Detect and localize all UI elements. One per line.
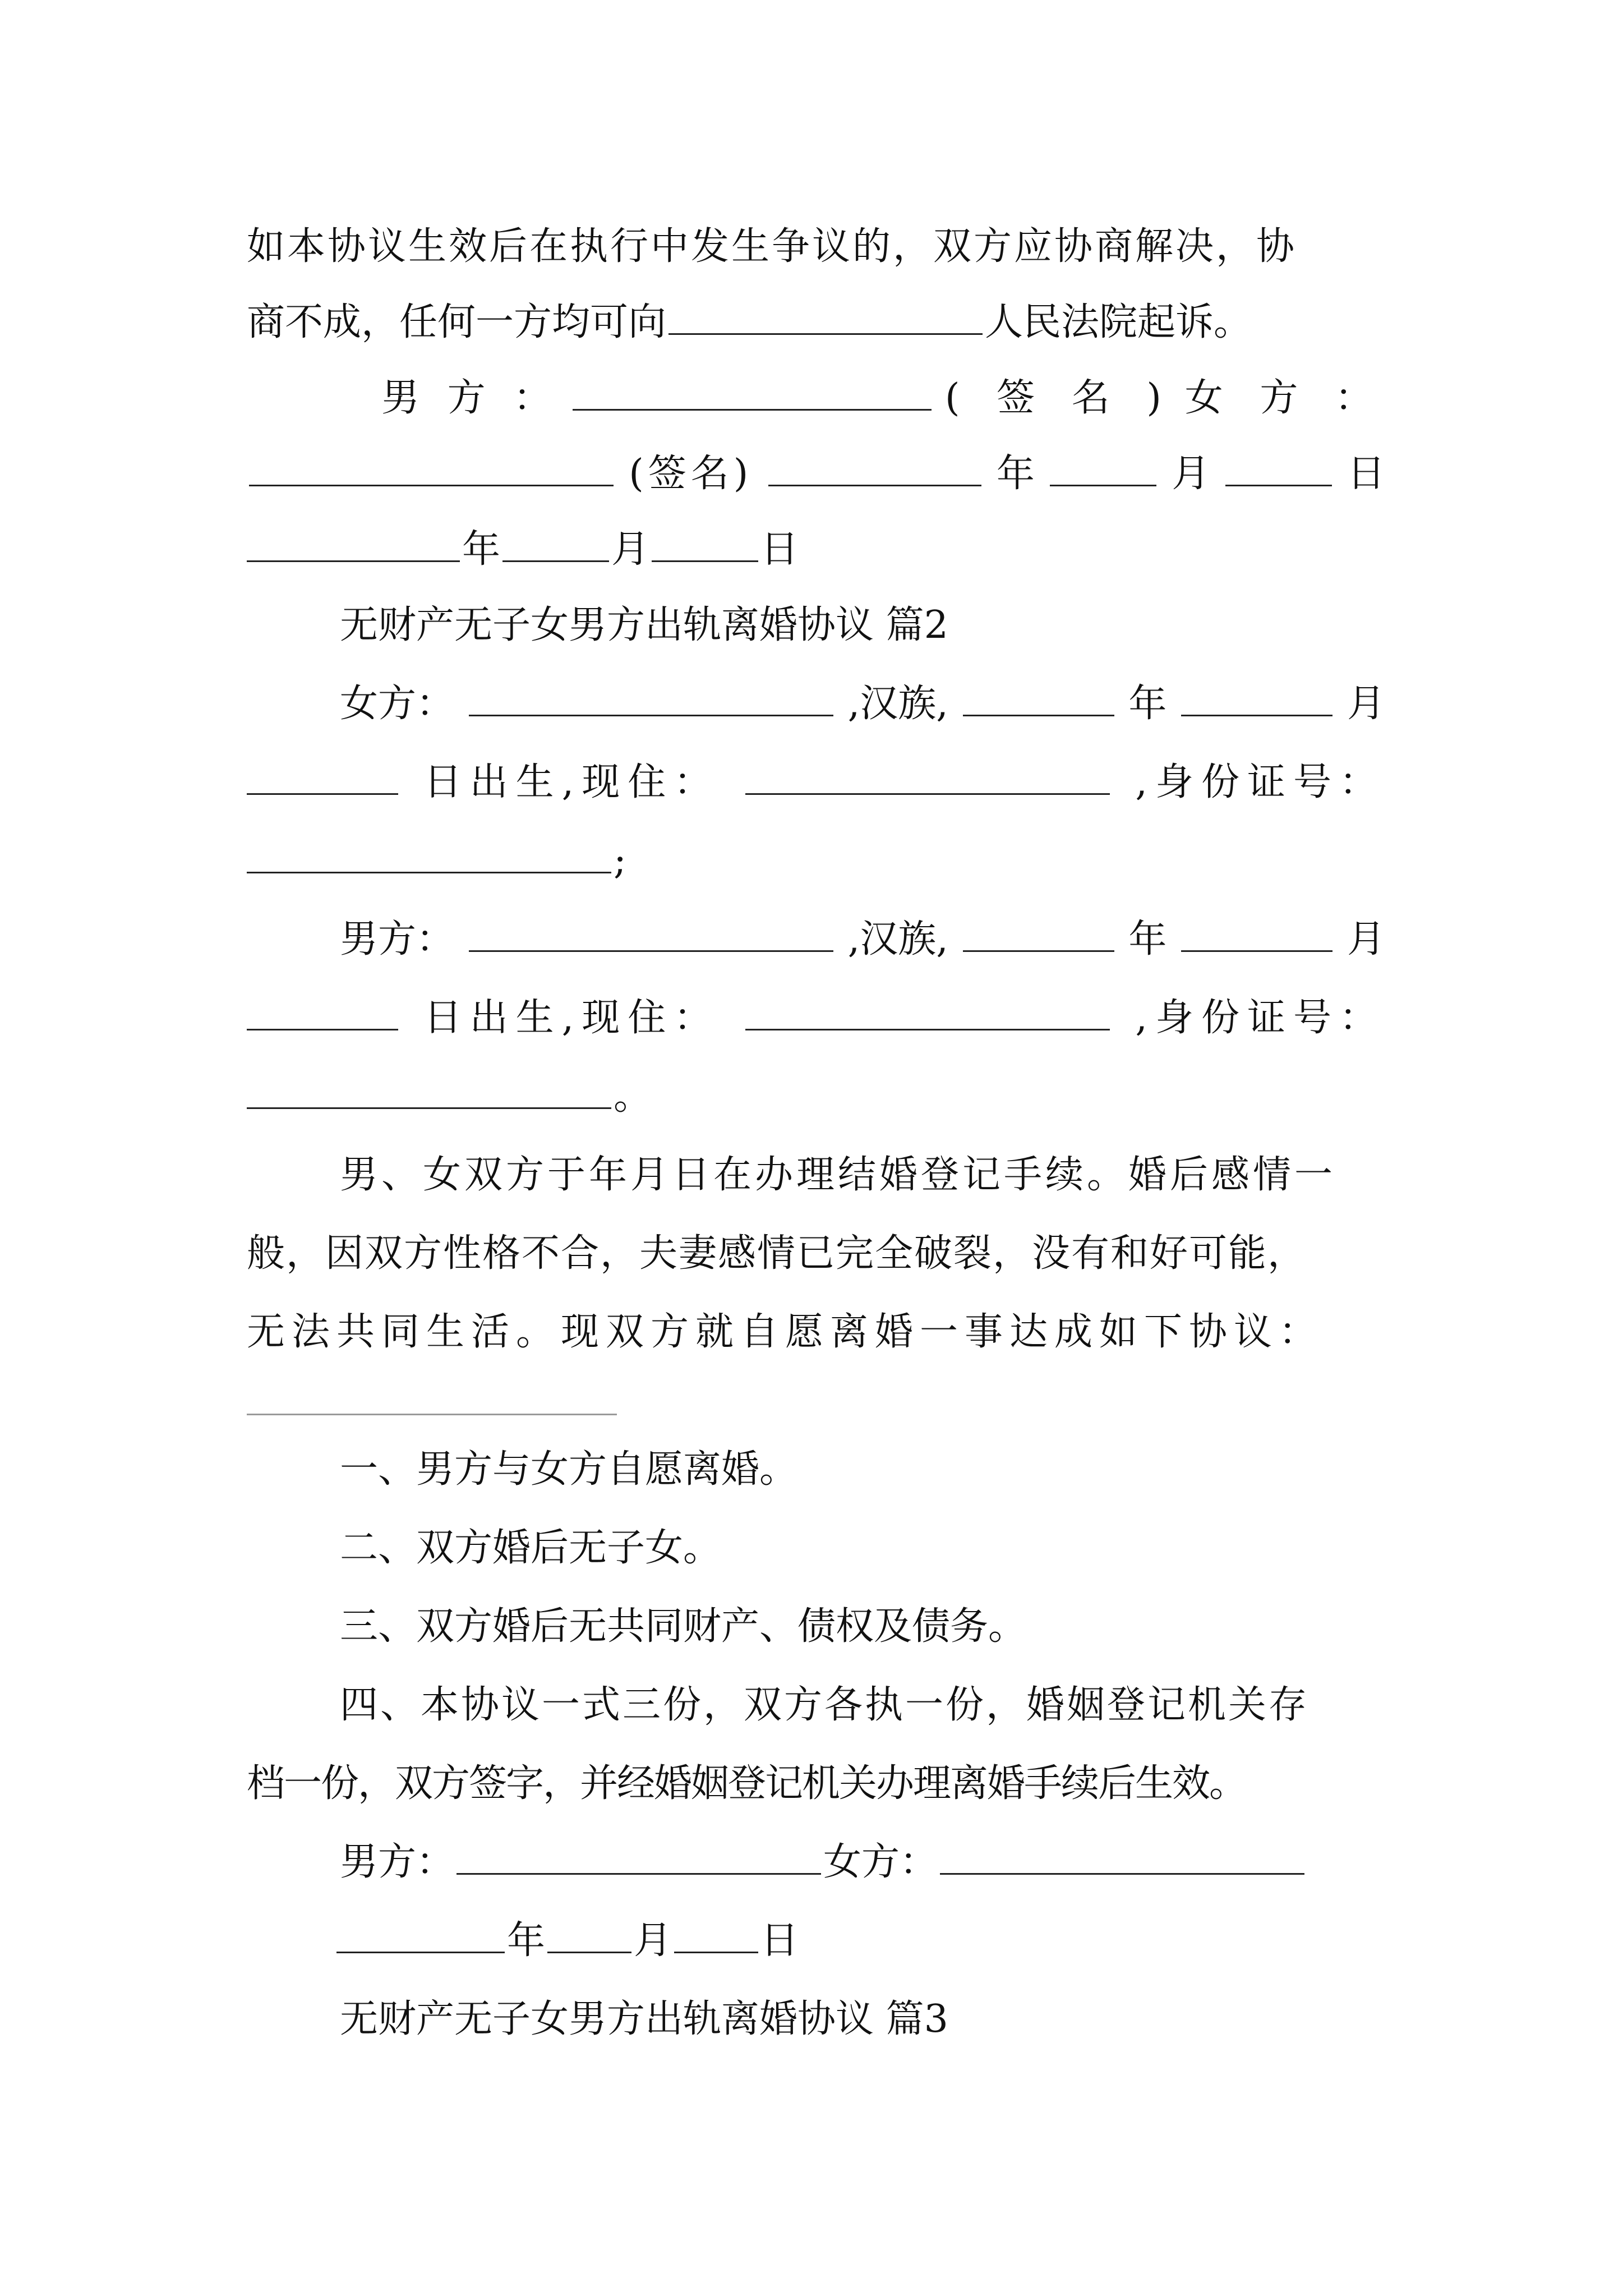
court-text-b: 人民法院起诉。 — [985, 300, 1252, 344]
year-label: 年 — [996, 452, 1035, 496]
month-label: 月 — [1172, 452, 1210, 496]
day-blank — [652, 560, 758, 562]
id-label: ,身份证号： — [1135, 760, 1385, 804]
name-blank — [469, 714, 833, 716]
month-blank — [547, 1951, 631, 1953]
heading-text: 无财产无子女男方出轨离婚协议 篇3 — [340, 1997, 948, 2041]
woman-sign-blank — [249, 484, 614, 486]
clause-item — [340, 1436, 1385, 1503]
born-label: 日出生,现住： — [423, 760, 720, 804]
day-label: 日 — [760, 527, 799, 572]
ethnic-label: ,汉族, — [847, 682, 948, 726]
date-line — [336, 1907, 1385, 1975]
paragraph-line — [247, 289, 1385, 356]
day-label: 日 — [760, 1918, 799, 1963]
man-label: 男 方 ： — [381, 376, 560, 420]
signature-line — [381, 365, 1385, 432]
year-blank — [247, 560, 460, 562]
id-blank — [247, 871, 611, 873]
month-label: 月 — [634, 1918, 672, 1963]
date-line — [247, 516, 1385, 583]
month-label: 月 — [1347, 682, 1385, 726]
clause-3: 三、双方婚后无共同财产、债权及债务。 — [340, 1604, 1027, 1649]
man-info-line-2 — [247, 984, 1385, 1052]
woman-label: 女 方 ： — [1184, 376, 1385, 420]
address-blank — [745, 793, 1110, 795]
year-blank — [963, 714, 1114, 716]
court-blank — [668, 333, 983, 335]
paragraph-line — [247, 1220, 1385, 1287]
year-label: 年 — [1128, 682, 1167, 726]
year-blank — [963, 950, 1114, 952]
day-blank — [247, 1028, 398, 1030]
month-blank — [502, 560, 609, 562]
day-blank — [247, 793, 398, 795]
clause-2: 二、双方婚后无子女。 — [340, 1526, 722, 1570]
man-label: 男方： — [340, 1840, 455, 1884]
clause-item — [247, 1750, 1385, 1818]
sign-label: ( 签 名 ) — [944, 376, 1174, 420]
year-label: 年 — [1128, 917, 1167, 961]
clause-item — [340, 1515, 1385, 1582]
section-heading — [340, 1986, 1385, 2053]
clause-4a: 四、本协议一式三份，双方各执一份，婚姻登记机关存 — [340, 1683, 1310, 1727]
marriage-text-2: 般，因双方性格不合，夫妻感情已完全破裂，没有和好可能， — [247, 1231, 1307, 1276]
day-blank — [1225, 484, 1332, 486]
day-label: 日 — [1347, 452, 1385, 496]
court-text-a: 商不成，任何一方均可向 — [247, 300, 667, 344]
paragraph-line — [340, 1142, 1385, 1209]
paragraph-line — [247, 213, 1385, 280]
name-blank — [469, 950, 833, 952]
woman-id-line — [247, 827, 1385, 895]
address-blank — [745, 1028, 1110, 1030]
id-label: ,身份证号： — [1135, 996, 1385, 1040]
dispute-text: 如本协议生效后在执行中发生争议的，双方应协商解决，协 — [247, 224, 1297, 269]
year-blank — [336, 1951, 505, 1953]
period: 。 — [614, 1074, 652, 1119]
woman-sign-blank — [940, 1872, 1304, 1875]
day-blank — [674, 1951, 758, 1953]
man-info-line — [340, 906, 1385, 973]
clause-4b: 档一份，双方签字，并经婚姻登记机关办理离婚手续后生效。 — [247, 1761, 1247, 1806]
woman-label: 女方： — [823, 1840, 938, 1884]
month-blank — [1181, 714, 1332, 716]
marriage-text-1: 男、女双方于年月日在办理结婚登记手续。婚后感情一 — [340, 1153, 1336, 1197]
year-label: 年 — [462, 527, 501, 572]
year-label: 年 — [507, 1918, 546, 1963]
man-label: 男方： — [340, 917, 455, 961]
paragraph-line — [247, 1299, 1385, 1366]
marriage-text-3: 无法共同生活。现双方就自愿离婚一事达成如下协议： — [247, 1310, 1324, 1354]
heading-text: 无财产无子女男方出轨离婚协议 篇2 — [340, 603, 948, 647]
id-blank — [247, 1107, 611, 1109]
separator-line — [247, 1414, 617, 1415]
woman-info-line — [340, 670, 1385, 738]
woman-info-line-2 — [247, 749, 1385, 816]
born-label: 日出生,现住： — [423, 996, 720, 1040]
man-id-line — [247, 1063, 1385, 1130]
ethnic-label: ,汉族, — [847, 917, 948, 961]
clause-item — [340, 1593, 1385, 1660]
semicolon: ; — [614, 839, 626, 883]
month-label: 月 — [611, 527, 650, 572]
man-sign-blank — [573, 408, 932, 411]
month-label: 月 — [1347, 917, 1385, 961]
section-heading — [340, 592, 1385, 659]
sign-label: (签名) — [629, 452, 753, 496]
signature-line — [340, 1829, 1385, 1896]
signature-line-2 — [247, 440, 1385, 508]
clause-item — [340, 1672, 1385, 1739]
month-blank — [1181, 950, 1332, 952]
man-sign-blank — [457, 1872, 821, 1875]
month-blank — [1050, 484, 1156, 486]
year-blank — [768, 484, 981, 486]
woman-label: 女方： — [340, 682, 455, 726]
clause-1: 一、男方与女方自愿离婚。 — [340, 1447, 798, 1492]
